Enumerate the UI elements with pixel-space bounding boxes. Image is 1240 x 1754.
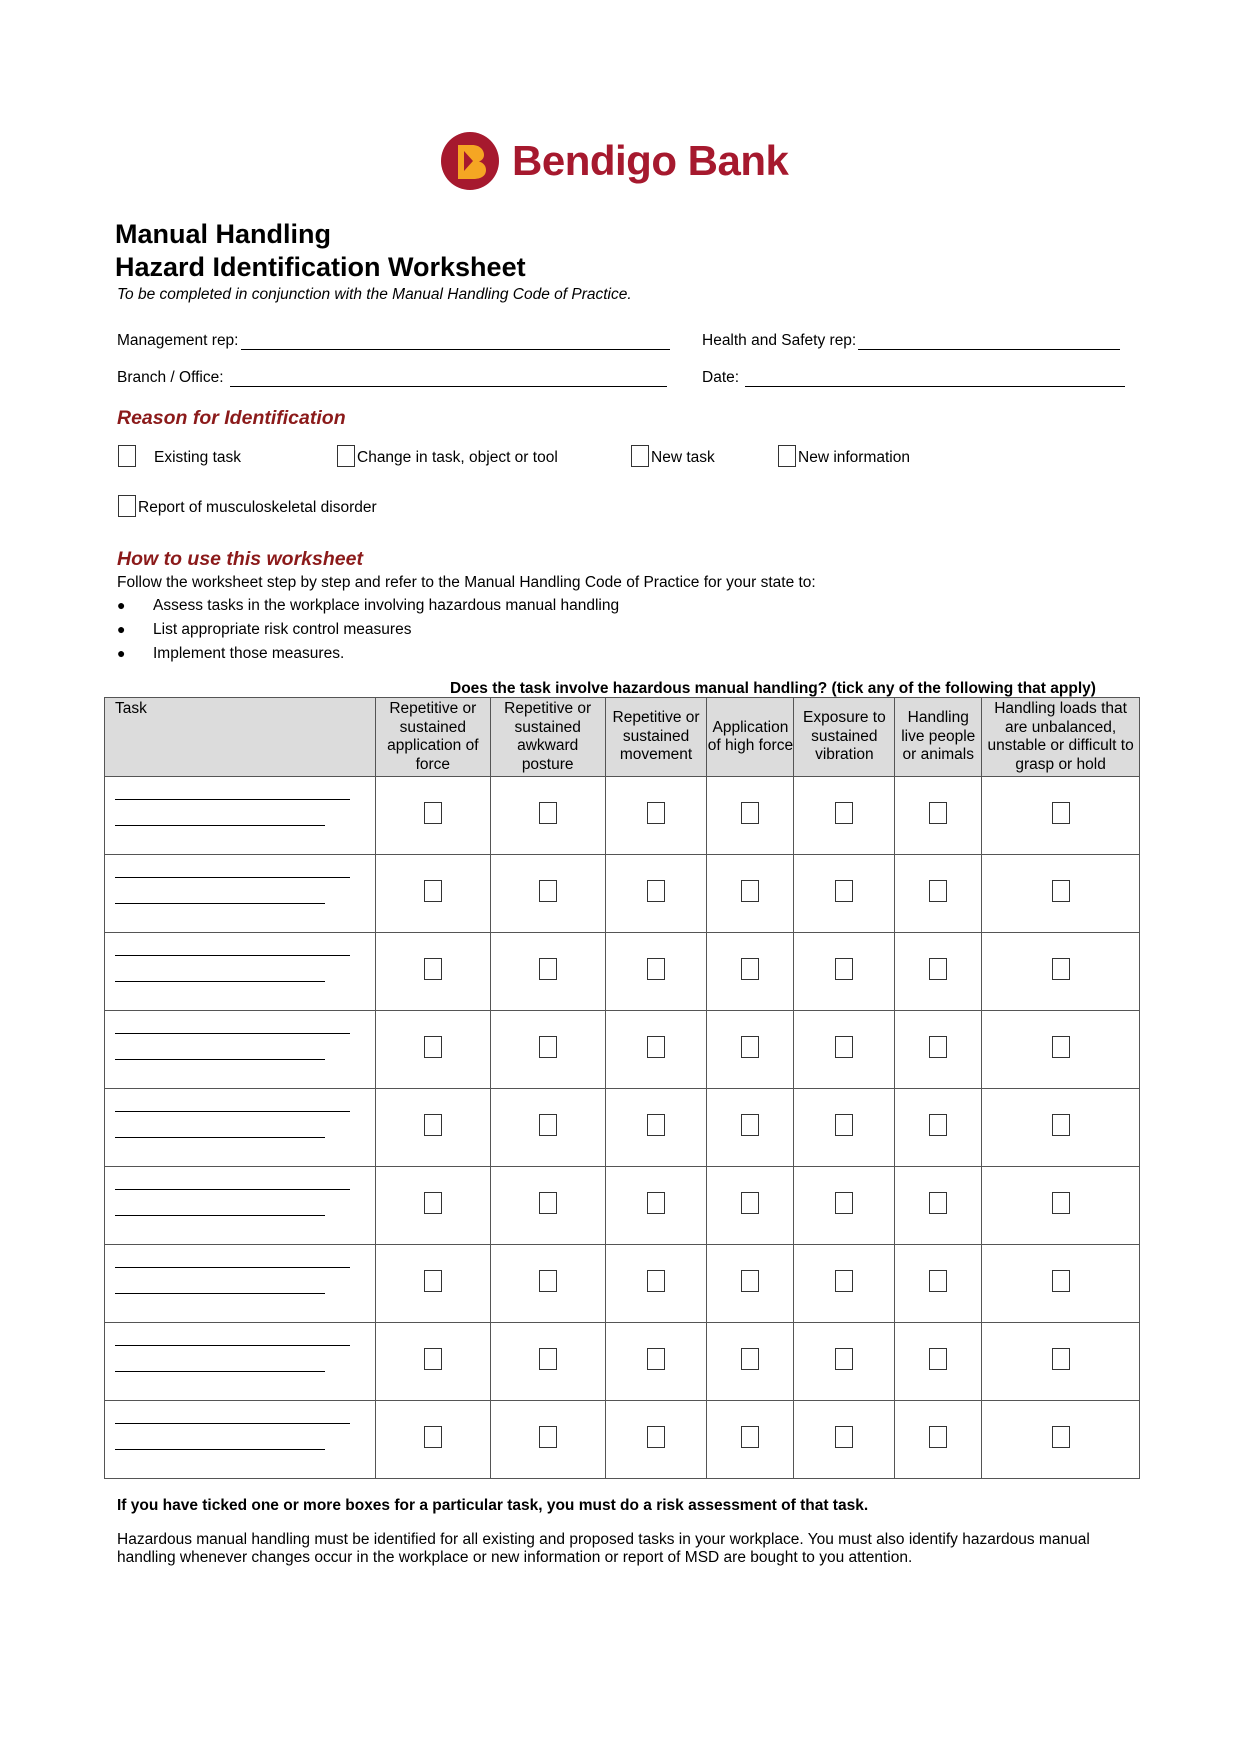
- hazard-cell: [982, 1011, 1140, 1089]
- hazard-checkbox[interactable]: [741, 1036, 759, 1058]
- hazard-checkbox[interactable]: [647, 880, 665, 902]
- hazard-checkbox[interactable]: [1052, 1036, 1070, 1058]
- hazard-checkbox[interactable]: [424, 1036, 442, 1058]
- hazard-cell: [707, 777, 794, 855]
- hazard-checkbox[interactable]: [929, 880, 947, 902]
- hazard-checkbox[interactable]: [539, 880, 557, 902]
- hazard-cell: [982, 1089, 1140, 1167]
- task-entry-line[interactable]: [115, 1371, 325, 1372]
- bullet-icon: ●: [117, 597, 126, 613]
- reason-option-label: Report of musculoskeletal disorder: [138, 499, 377, 516]
- branch-office-line[interactable]: [230, 370, 667, 387]
- task-entry-line[interactable]: [115, 955, 350, 956]
- hazard-cell: [794, 1245, 895, 1323]
- table-row: [105, 1011, 1140, 1089]
- checkbox[interactable]: [118, 445, 136, 467]
- hazard-cell: [490, 1401, 605, 1479]
- hazard-cell: [794, 1167, 895, 1245]
- hazard-checkbox[interactable]: [835, 1426, 853, 1448]
- hazard-cell: [895, 1167, 982, 1245]
- hazard-checkbox[interactable]: [835, 1036, 853, 1058]
- hazard-checkbox[interactable]: [647, 1114, 665, 1136]
- hazard-checkbox[interactable]: [1052, 1192, 1070, 1214]
- page-title-line1: Manual Handling: [115, 219, 331, 249]
- hazard-checkbox[interactable]: [835, 1114, 853, 1136]
- reason-option-label: Change in task, object or tool: [357, 449, 558, 466]
- hazard-cell: [375, 1323, 490, 1401]
- task-cell[interactable]: [105, 1323, 376, 1401]
- hazard-cell: [375, 933, 490, 1011]
- bullet-text: Assess tasks in the workplace involving hazardous manual handling: [153, 597, 620, 614]
- hazard-cell: [794, 1401, 895, 1479]
- date-line[interactable]: [745, 370, 1125, 387]
- hazard-checkbox[interactable]: [929, 1114, 947, 1136]
- hazard-checkbox[interactable]: [539, 1270, 557, 1292]
- hazard-cell: [794, 1323, 895, 1401]
- task-entry-line[interactable]: [115, 1111, 350, 1112]
- hazard-checkbox[interactable]: [539, 1348, 557, 1370]
- hazard-cell: [895, 1401, 982, 1479]
- hazard-cell: [707, 1323, 794, 1401]
- table-row: [105, 777, 1140, 855]
- hazard-cell: [982, 1167, 1140, 1245]
- hazard-checkbox[interactable]: [424, 802, 442, 824]
- task-entry-line[interactable]: [115, 1033, 350, 1034]
- page-subtitle: To be completed in conjunction with the Manual Handling Code of Practice.: [117, 286, 632, 303]
- reason-option-label: New information: [798, 449, 910, 466]
- howto-heading: How to use this worksheet: [117, 548, 363, 570]
- task-cell[interactable]: [105, 777, 376, 855]
- hazard-cell: [707, 933, 794, 1011]
- task-entry-line[interactable]: [115, 1059, 325, 1060]
- hazard-cell: [982, 855, 1140, 933]
- task-entry-line[interactable]: [115, 1215, 325, 1216]
- hazard-checkbox[interactable]: [1052, 1270, 1070, 1292]
- hazard-checkbox[interactable]: [741, 958, 759, 980]
- hazard-cell: [375, 1089, 490, 1167]
- task-entry-line[interactable]: [115, 1137, 325, 1138]
- hazard-cell: [605, 777, 707, 855]
- hazard-checkbox[interactable]: [835, 1348, 853, 1370]
- hazard-cell: [895, 777, 982, 855]
- bendigo-logo-icon: [440, 131, 500, 191]
- branch-office-label: Branch / Office:: [117, 369, 224, 386]
- health-safety-rep-field[interactable]: [702, 332, 1120, 350]
- hazard-checkbox[interactable]: [929, 1192, 947, 1214]
- hazard-checkbox[interactable]: [741, 1348, 759, 1370]
- hazard-cell: [605, 933, 707, 1011]
- table-row: [105, 1323, 1140, 1401]
- hazard-checkbox[interactable]: [835, 1192, 853, 1214]
- hazard-checkbox[interactable]: [929, 958, 947, 980]
- hazard-checkbox[interactable]: [929, 1348, 947, 1370]
- task-cell[interactable]: [105, 1089, 376, 1167]
- checkbox[interactable]: [778, 445, 796, 467]
- hazard-checkbox[interactable]: [647, 958, 665, 980]
- hazard-checkbox[interactable]: [741, 1114, 759, 1136]
- hazard-cell: [982, 777, 1140, 855]
- hazard-checkbox[interactable]: [835, 802, 853, 824]
- hazard-cell: [375, 1011, 490, 1089]
- hazard-cell: [895, 1245, 982, 1323]
- table-row: [105, 1167, 1140, 1245]
- hazard-cell: [375, 855, 490, 933]
- hazard-checkbox[interactable]: [835, 1270, 853, 1292]
- date-field[interactable]: [702, 369, 1125, 387]
- task-cell[interactable]: [105, 933, 376, 1011]
- health-safety-rep-label: Health and Safety rep:: [702, 332, 857, 349]
- hazard-checkbox[interactable]: [539, 802, 557, 824]
- hazard-cell: [605, 855, 707, 933]
- hazard-cell: [707, 1401, 794, 1479]
- column-header: Application of high force: [707, 698, 794, 777]
- hazard-cell: [490, 855, 605, 933]
- hazard-checkbox[interactable]: [741, 880, 759, 902]
- task-entry-line[interactable]: [115, 825, 325, 826]
- table-row: [105, 1089, 1140, 1167]
- column-header: Repetitive or sustained movement: [605, 698, 707, 777]
- hazard-checkbox[interactable]: [1052, 1426, 1070, 1448]
- hazard-checkbox[interactable]: [424, 1348, 442, 1370]
- table-question: Does the task involve hazardous manual handling? (tick any of the following that apply): [450, 680, 1096, 697]
- hazard-checkbox[interactable]: [539, 1192, 557, 1214]
- hazard-cell: [605, 1011, 707, 1089]
- hazard-checkbox[interactable]: [929, 1270, 947, 1292]
- task-cell[interactable]: [105, 1167, 376, 1245]
- bullet-text: Implement those measures.: [153, 645, 345, 662]
- table-header-row: [105, 698, 1140, 777]
- hazard-cell: [794, 777, 895, 855]
- table-row: [105, 855, 1140, 933]
- hazard-checkbox[interactable]: [741, 1270, 759, 1292]
- page-title-line2: Hazard Identification Worksheet: [115, 252, 526, 282]
- hazard-cell: [707, 1011, 794, 1089]
- management-rep-label: Management rep:: [117, 332, 239, 349]
- hazard-checkbox[interactable]: [424, 1114, 442, 1136]
- checkbox[interactable]: [118, 495, 136, 517]
- hazard-checkbox[interactable]: [1052, 1348, 1070, 1370]
- hazard-checkbox[interactable]: [929, 802, 947, 824]
- table-row: [105, 1245, 1140, 1323]
- hazard-cell: [605, 1089, 707, 1167]
- hazard-checkbox[interactable]: [1052, 880, 1070, 902]
- reason-option-change-in-task[interactable]: [337, 445, 558, 467]
- hazard-identification-note: Hazardous manual handling must be identified for all existing and proposed tasks in your workplace. You must also identify hazardous manual handling whenever changes occur in the workplace or new information or report of MSD are bought to you attention.: [117, 1531, 1090, 1566]
- task-cell[interactable]: [105, 1245, 376, 1323]
- hazard-cell: [794, 855, 895, 933]
- hazard-checkbox[interactable]: [647, 1426, 665, 1448]
- hazard-cell: [794, 1011, 895, 1089]
- task-entry-line[interactable]: [115, 877, 350, 878]
- howto-bullet: [117, 645, 344, 663]
- hazard-cell: [490, 777, 605, 855]
- hazard-checkbox[interactable]: [1052, 958, 1070, 980]
- hazard-cell: [375, 1167, 490, 1245]
- hazard-checkbox[interactable]: [424, 1270, 442, 1292]
- task-cell[interactable]: [105, 1401, 376, 1479]
- hazard-cell: [794, 1089, 895, 1167]
- column-header: Repetitive or sustained application of force: [375, 698, 490, 777]
- reason-option-new-task[interactable]: [631, 445, 715, 467]
- hazard-cell: [605, 1245, 707, 1323]
- task-entry-line[interactable]: [115, 1267, 350, 1268]
- hazard-cell: [982, 1323, 1140, 1401]
- bendigo-bank-logo: [440, 128, 788, 194]
- hazard-checkbox[interactable]: [1052, 1114, 1070, 1136]
- task-entry-line[interactable]: [115, 1345, 350, 1346]
- hazard-cell: [707, 1089, 794, 1167]
- checkbox[interactable]: [631, 445, 649, 467]
- task-entry-line[interactable]: [115, 1449, 325, 1450]
- hazard-checkbox[interactable]: [647, 1192, 665, 1214]
- task-entry-line[interactable]: [115, 1189, 350, 1190]
- hazard-cell: [490, 933, 605, 1011]
- bullet-text: List appropriate risk control measures: [153, 621, 412, 638]
- hazard-cell: [375, 1245, 490, 1323]
- column-header: Handling loads that are unbalanced, unstable or difficult to grasp or hold: [982, 698, 1140, 777]
- hazard-checkbox[interactable]: [929, 1426, 947, 1448]
- management-rep-line[interactable]: [241, 333, 670, 350]
- hazard-checkbox[interactable]: [647, 1270, 665, 1292]
- hazard-checkbox[interactable]: [539, 958, 557, 980]
- branch-office-field[interactable]: [117, 369, 667, 387]
- hazard-cell: [490, 1323, 605, 1401]
- task-entry-line[interactable]: [115, 1423, 350, 1424]
- task-entry-line[interactable]: [115, 1293, 325, 1294]
- reason-heading: Reason for Identification: [117, 407, 346, 429]
- hazard-checkbox[interactable]: [929, 1036, 947, 1058]
- hazard-cell: [707, 1167, 794, 1245]
- table-body: [105, 777, 1140, 1479]
- hazard-cell: [490, 1089, 605, 1167]
- brand-name: Bendigo Bank: [512, 137, 789, 184]
- risk-assessment-note: If you have ticked one or more boxes for a particular task, you must do a risk assessment of that task.: [117, 1497, 869, 1514]
- management-rep-field[interactable]: [117, 332, 670, 350]
- hazard-cell: [605, 1323, 707, 1401]
- hazard-cell: [794, 933, 895, 1011]
- hazard-cell: [982, 1401, 1140, 1479]
- hazard-checkbox[interactable]: [835, 958, 853, 980]
- reason-option-label: Existing task: [154, 449, 242, 466]
- howto-bullet: [117, 621, 411, 639]
- hazard-checkbox[interactable]: [647, 802, 665, 824]
- hazard-cell: [895, 855, 982, 933]
- hazard-cell: [490, 1245, 605, 1323]
- hazard-cell: [605, 1167, 707, 1245]
- hazard-cell: [707, 855, 794, 933]
- hazard-checkbox[interactable]: [539, 1036, 557, 1058]
- hazard-checkbox[interactable]: [835, 880, 853, 902]
- hazard-cell: [605, 1401, 707, 1479]
- hazard-checkbox[interactable]: [647, 1348, 665, 1370]
- hazard-checkbox[interactable]: [424, 880, 442, 902]
- task-cell[interactable]: [105, 855, 376, 933]
- hazard-checkbox[interactable]: [539, 1426, 557, 1448]
- table-row: [105, 1401, 1140, 1479]
- hazard-cell: [375, 1401, 490, 1479]
- date-label: Date:: [702, 369, 740, 386]
- hazard-cell: [490, 1011, 605, 1089]
- hazard-checkbox[interactable]: [424, 1426, 442, 1448]
- howto-bullet: [117, 597, 619, 615]
- reason-option-existing-task[interactable]: [118, 445, 241, 467]
- hazard-cell: [375, 777, 490, 855]
- reason-option-report-msd[interactable]: [118, 495, 377, 517]
- hazard-cell: [895, 1011, 982, 1089]
- hazard-cell: [982, 1245, 1140, 1323]
- task-entry-line[interactable]: [115, 799, 350, 800]
- column-header: Exposure to sustained vibration: [794, 698, 895, 777]
- hazard-cell: [982, 933, 1140, 1011]
- hazard-checkbox[interactable]: [1052, 802, 1070, 824]
- hazard-table: [104, 697, 1140, 1479]
- hazard-cell: [895, 1323, 982, 1401]
- hazard-checkbox[interactable]: [741, 802, 759, 824]
- hazard-checkbox[interactable]: [741, 1426, 759, 1448]
- checkbox[interactable]: [337, 445, 355, 467]
- hazard-checkbox[interactable]: [741, 1192, 759, 1214]
- hazard-cell: [895, 933, 982, 1011]
- hazard-cell: [490, 1167, 605, 1245]
- hazard-cell: [707, 1245, 794, 1323]
- reason-option-label: New task: [651, 449, 715, 466]
- table-row: [105, 933, 1140, 1011]
- hazard-checkbox[interactable]: [647, 1036, 665, 1058]
- hazard-checkbox[interactable]: [539, 1114, 557, 1136]
- health-safety-rep-line[interactable]: [858, 333, 1120, 350]
- task-entry-line[interactable]: [115, 981, 325, 982]
- hazard-checkbox[interactable]: [424, 958, 442, 980]
- reason-option-new-information[interactable]: [778, 445, 910, 467]
- bullet-icon: ●: [117, 621, 126, 637]
- howto-intro: Follow the worksheet step by step and refer to the Manual Handling Code of Practice for your state to:: [117, 574, 816, 591]
- column-header: Handling live people or animals: [895, 698, 982, 777]
- task-cell[interactable]: [105, 1011, 376, 1089]
- column-header: Repetitive or sustained awkward posture: [490, 698, 605, 777]
- hazard-cell: [895, 1089, 982, 1167]
- bullet-icon: ●: [117, 645, 126, 661]
- task-entry-line[interactable]: [115, 903, 325, 904]
- hazard-checkbox[interactable]: [424, 1192, 442, 1214]
- column-header-task: Task: [105, 698, 376, 777]
